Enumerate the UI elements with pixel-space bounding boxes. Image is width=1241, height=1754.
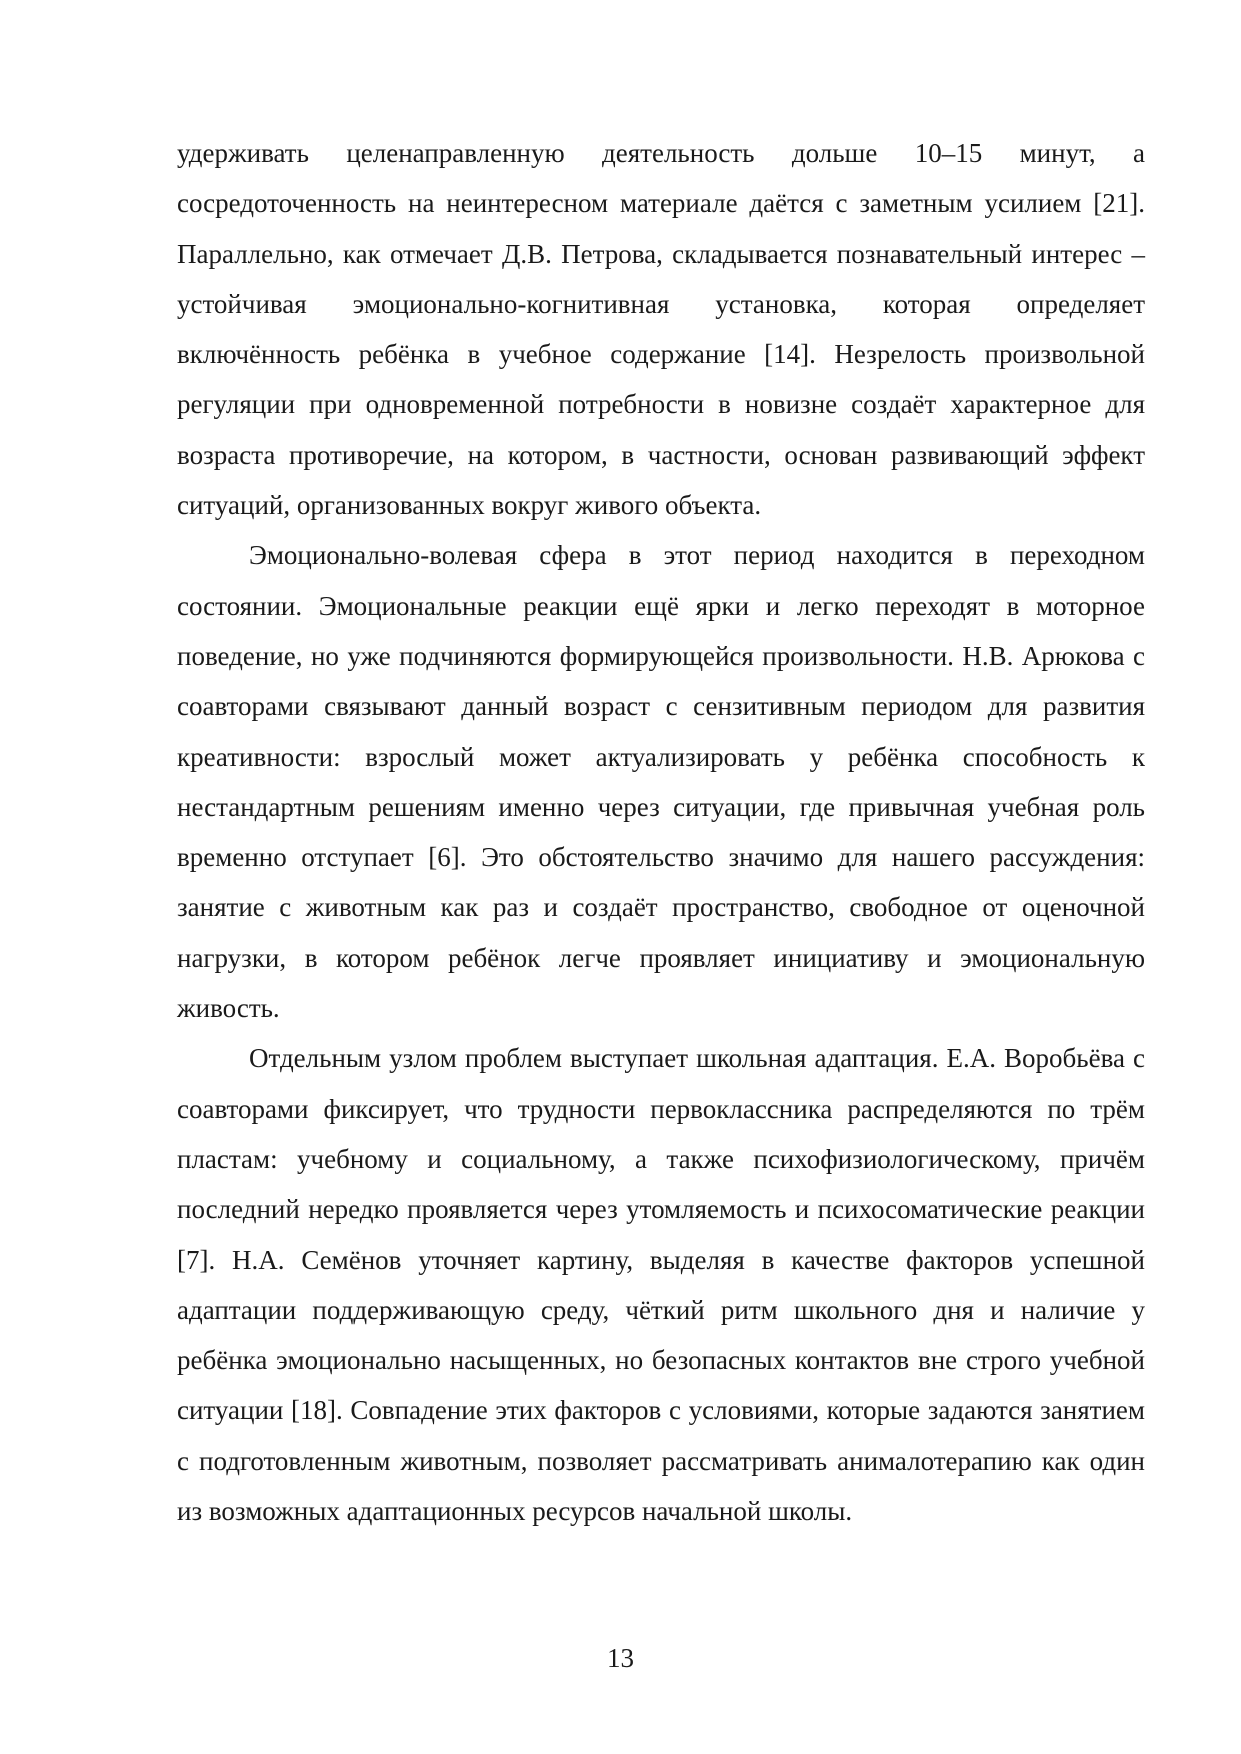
document-body — [177, 128, 1145, 1536]
paragraph-emotional-volitional-sphere: Эмоционально-волевая сфера в этот период находится в переходном состоянии. Эмоциональные реакции ещё ярки и легко переходят в моторное поведение, но уже подчиняются формирующейся произвольности. Н.В. Арюкова с соавторами связывают данный возраст с сензитивным периодом для развития креативности: взрослый может актуализировать у ребёнка способность к нестандартным решениям именно через ситуации, где привычная учебная роль временно отступает [6]. Это обстоятельство значимо для нашего рассуждения: занятие с животным как раз и создаёт пространство, свободное от оценочной нагрузки, в котором ребёнок легче проявляет инициативу и эмоциональную живость. — [177, 540, 1145, 1024]
paragraph-school-adaptation: Отдельным узлом проблем выступает школьная адаптация. Е.А. Воробьёва с соавторами фиксирует, что трудности первоклассника распределяются по трём пластам: учебному и социальному, а также психофизиологическому, причём последний нередко проявляется через утомляемость и психосоматические реакции [7]. Н.А. Семёнов уточняет картину, выделяя в качестве факторов успешной адаптации поддерживающую среду, чёткий ритм школьного дня и наличие у ребёнка эмоционально насыщенных, но безопасных контактов вне строго учебной ситуации [18]. Совпадение этих факторов с условиями, которые задаются занятием с подготовленным животным, позволяет рассматривать анималотерапию как один из возможных адаптационных ресурсов начальной школы. — [177, 1043, 1145, 1527]
page-number: 13 — [607, 1643, 634, 1673]
paragraph-continuation: удерживать целенаправленную деятельность дольше 10–15 минут, а сосредоточенность на неинтересном материале даётся с заметным усилием [21]. Параллельно, как отмечает Д.В. Петрова, складывается познавательный интерес – устойчивая эмоционально-когнитивная установка, которая определяет включённость ребёнка в учебное содержание [14]. Незрелость произвольной регуляции при одновременной потребности в новизне создаёт характерное для возраста противоречие, на котором, в частности, основан развивающий эффект ситуаций, организованных вокруг живого объекта. — [177, 138, 1145, 521]
